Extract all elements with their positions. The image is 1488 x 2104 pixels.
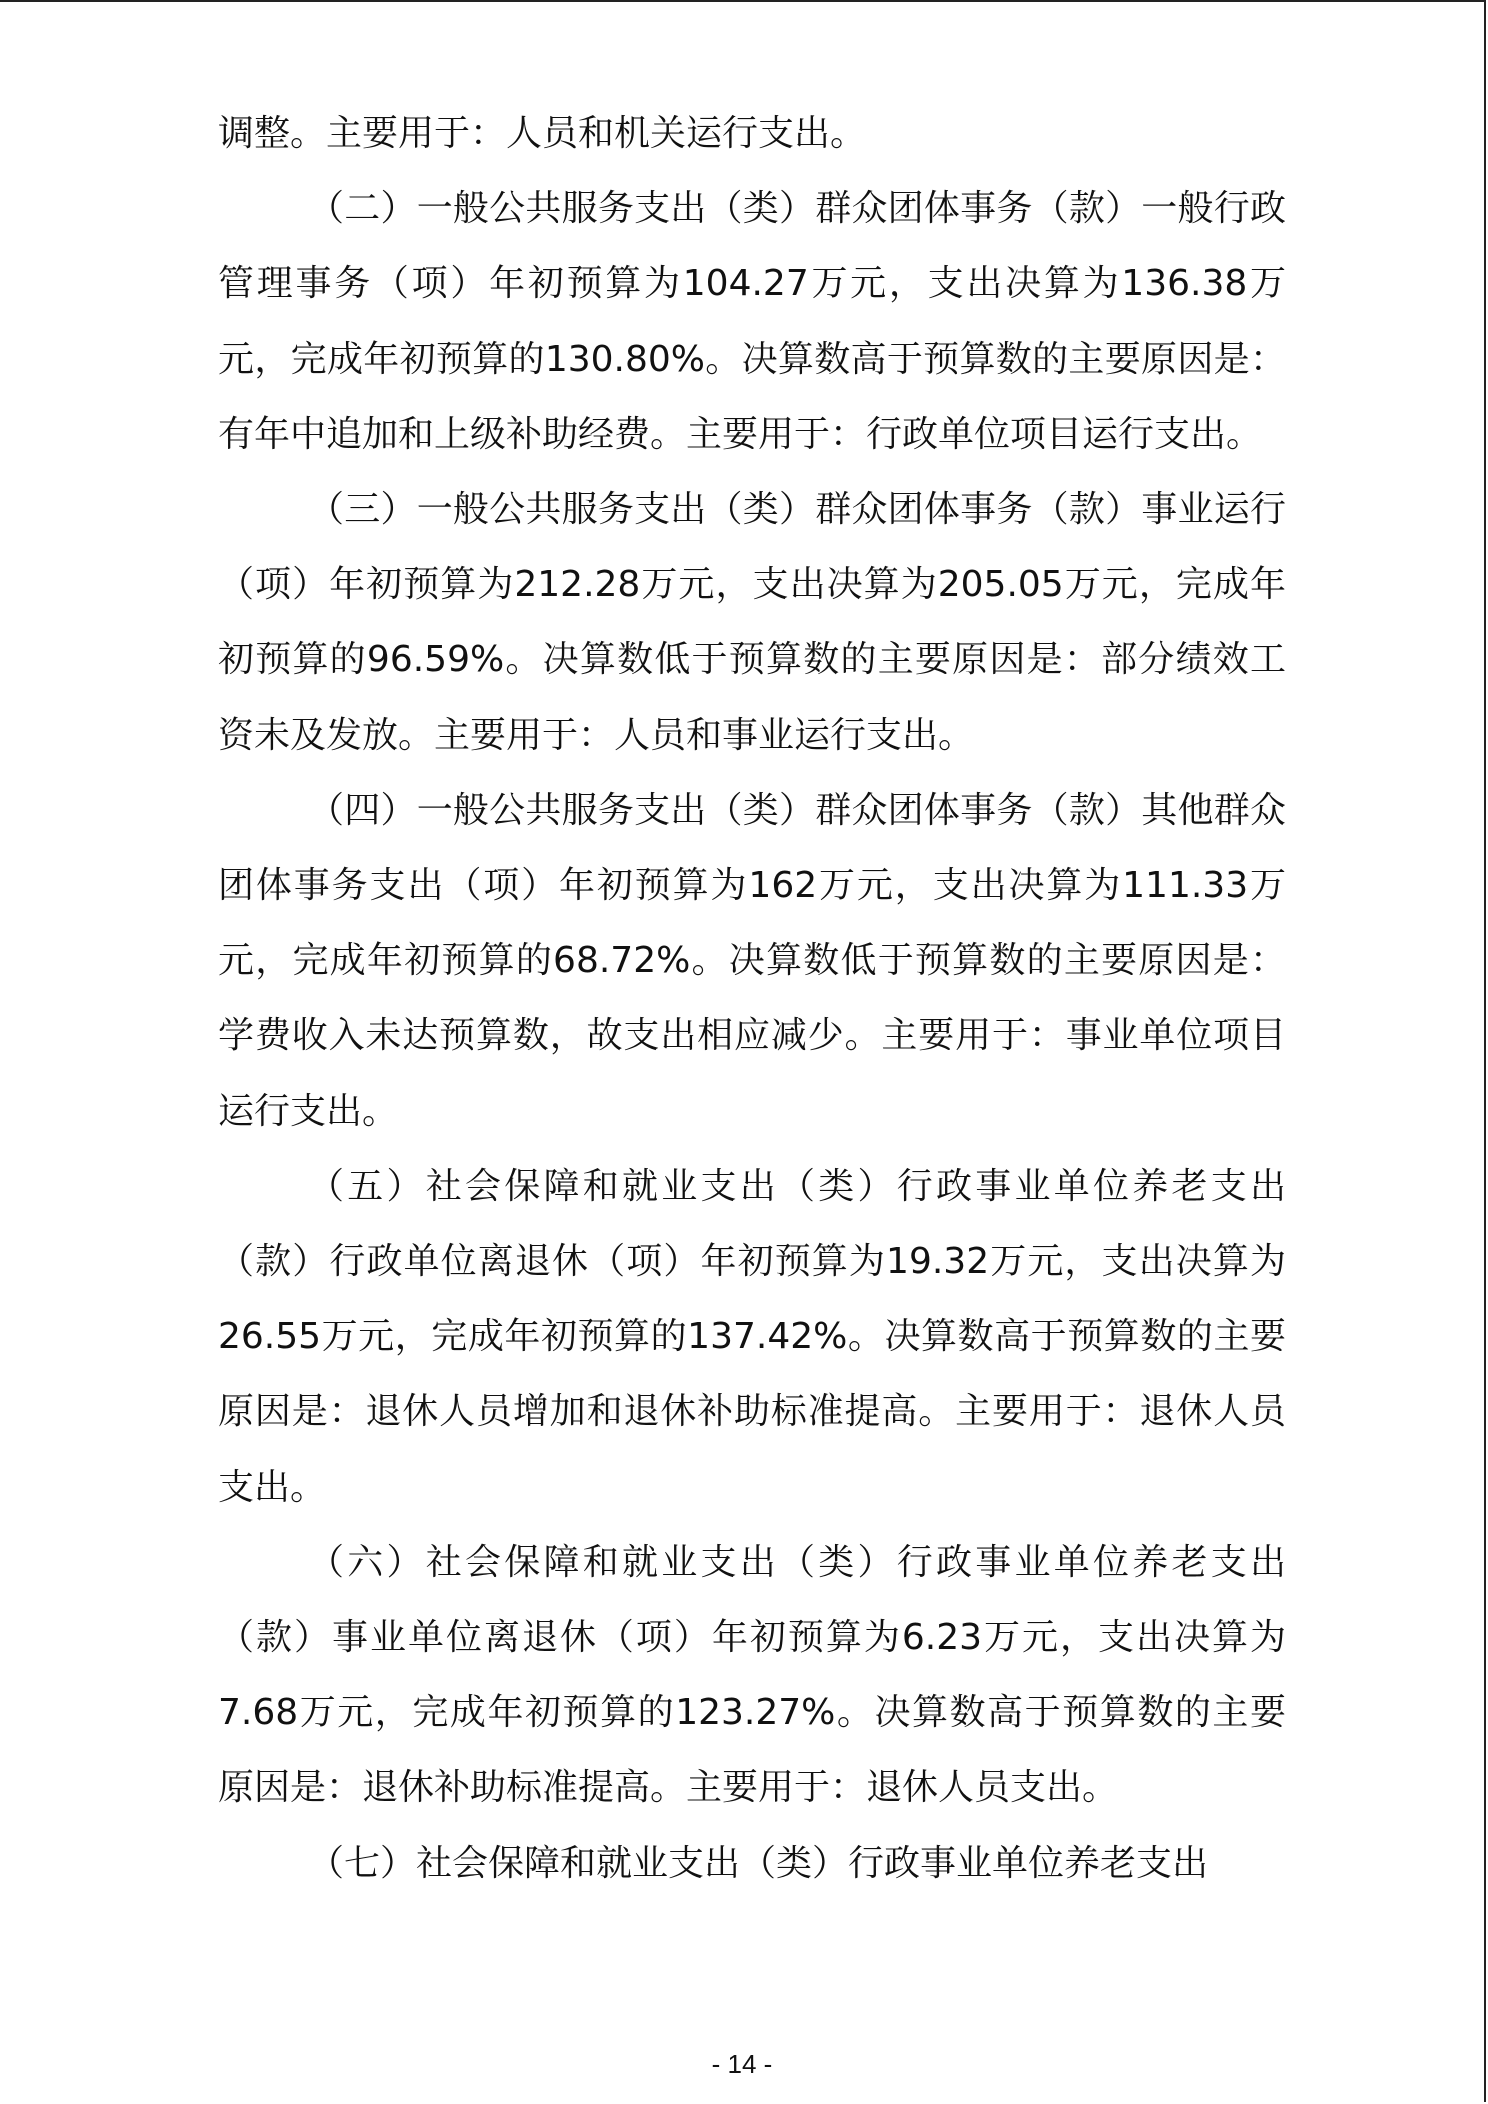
paragraph-item-6: （六）社会保障和就业支出（类）行政事业单位养老支出（款）事业单位离退休（项）年初预算为6.23万元，支出决算为7.68万元，完成年初预算的123.27%。决算数高于预算数的主要原因是：退休补助标准提高。主要用于：退休人员支出。 [218,1541,1286,1809]
document-body [218,96,1286,1901]
paragraph-item-2: （二）一般公共服务支出（类）群众团体事务（款）一般行政管理事务（项）年初预算为104.27万元，支出决算为136.38万元，完成年初预算的130.80%。决算数高于预算数的主要原因是：有年中追加和上级补助经费。主要用于：行政单位项目运行支出。 [218,188,1286,455]
paragraph-item-7: （七）社会保障和就业支出（类）行政事业单位养老支出 [308,1842,1209,1884]
paragraph-item-4: （四）一般公共服务支出（类）群众团体事务（款）其他群众团体事务支出（项）年初预算为162万元，支出决算为111.33万元，完成年初预算的68.72%。决算数低于预算数的主要原因是：学费收入未达预算数，故支出相应减少。主要用于：事业单位项目运行支出。 [218,789,1286,1132]
paragraph-item-3: （三）一般公共服务支出（类）群众团体事务（款）事业运行（项）年初预算为212.28万元，支出决算为205.05万元，完成年初预算的96.59%。决算数低于预算数的主要原因是：部分绩效工资未及发放。主要用于：人员和事业运行支出。 [218,489,1286,756]
paragraph-item-5: （五）社会保障和就业支出（类）行政事业单位养老支出（款）行政单位离退休（项）年初预算为19.32万元，支出决算为26.55万元，完成年初预算的137.42%。决算数高于预算数的主要原因是：退休人员增加和退休补助标准提高。主要用于：退休人员支出。 [218,1165,1286,1508]
paragraph-continuation: 调整。主要用于：人员和机关运行支出。 [218,113,867,154]
page-number: - 14 - [711,2049,773,2079]
